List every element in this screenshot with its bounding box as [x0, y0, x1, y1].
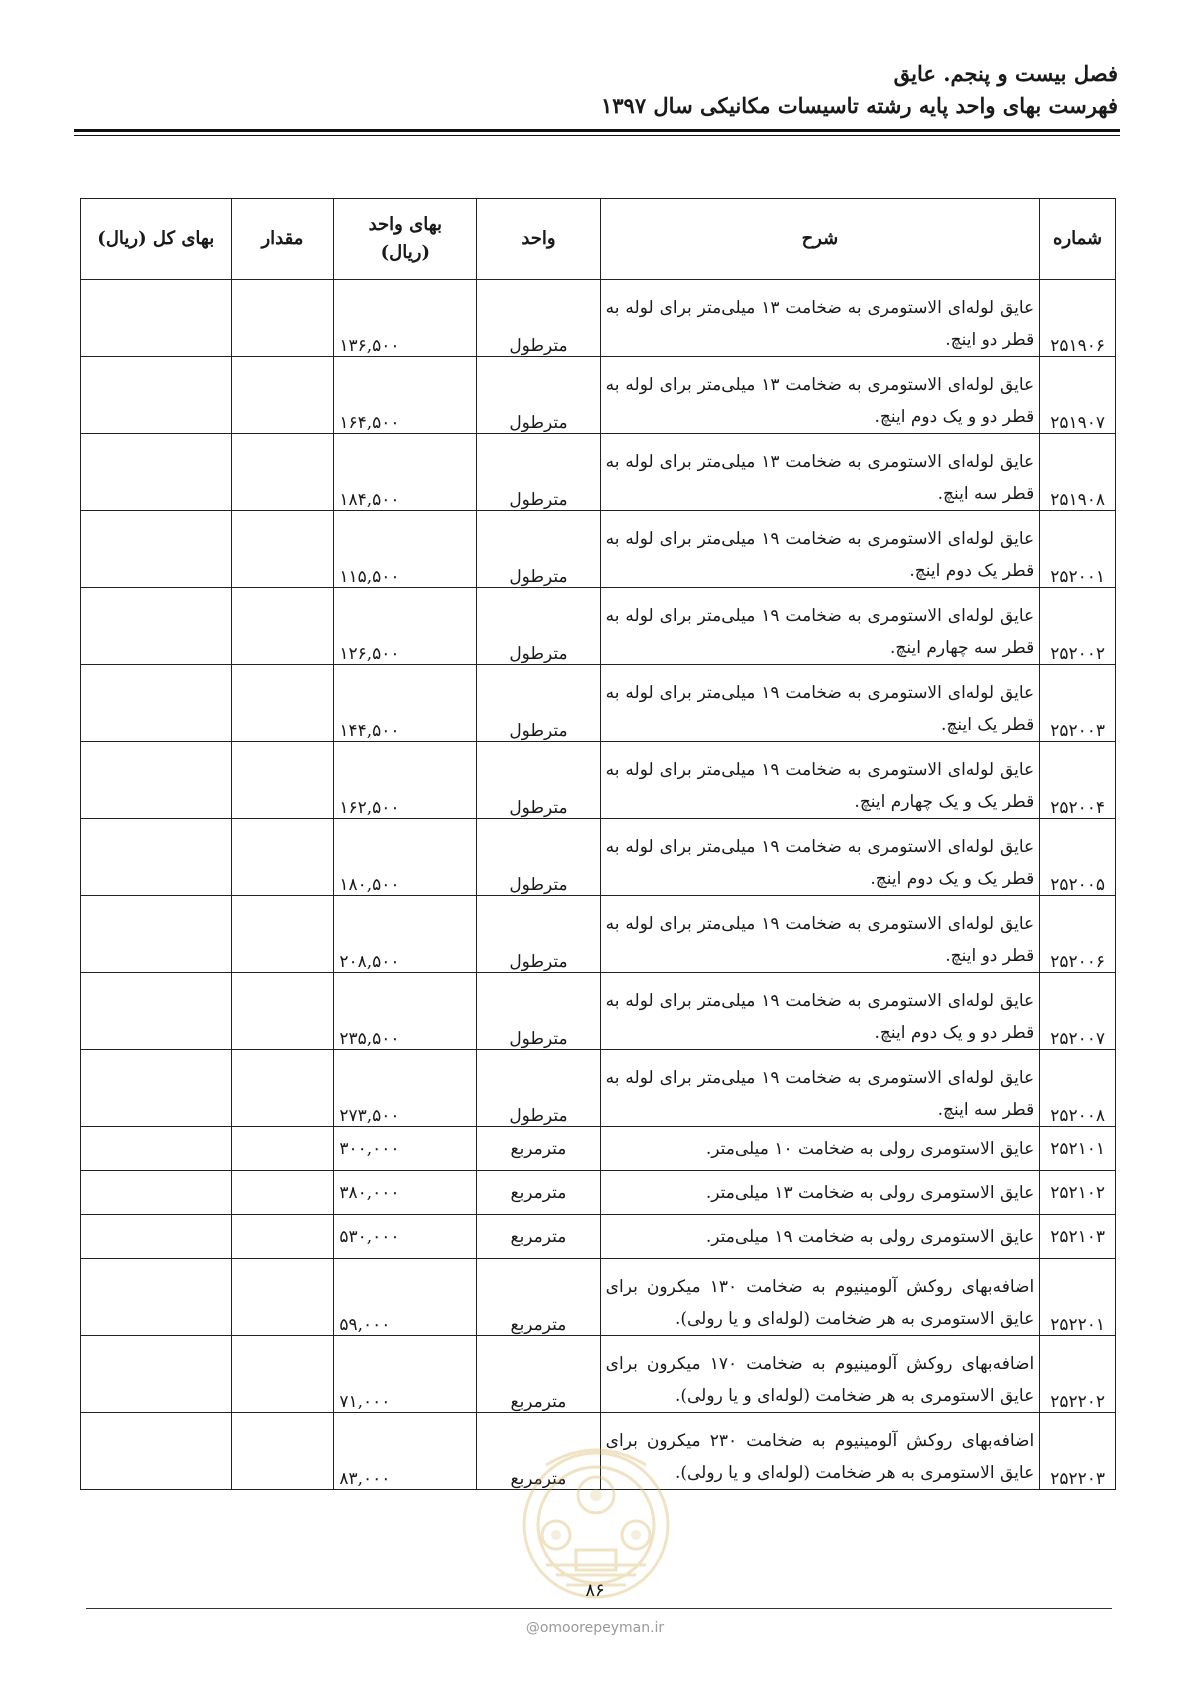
row-total	[81, 280, 232, 357]
row-description: عایق لوله‌ای الاستومری به ضخامت ۱۹ میلی‌متر برای لوله به قطر سه اینچ.	[600, 1050, 1040, 1127]
row-quantity	[231, 1050, 334, 1127]
header-description: شرح	[600, 199, 1040, 280]
row-total	[81, 1171, 232, 1215]
row-code: ۲۵۲۰۰۴	[1040, 742, 1116, 819]
row-code: ۲۵۲۰۰۷	[1040, 973, 1116, 1050]
row-quantity	[231, 1413, 334, 1490]
row-unit: مترطول	[477, 742, 600, 819]
row-unit: مترطول	[477, 588, 600, 665]
row-unit-price: ۱۸۰,۵۰۰	[334, 819, 477, 896]
table-row	[81, 1050, 1116, 1127]
row-quantity	[231, 588, 334, 665]
row-total	[81, 896, 232, 973]
table-header-row	[81, 199, 1116, 280]
row-total	[81, 1127, 232, 1171]
table-row	[81, 1215, 1116, 1259]
row-quantity	[231, 511, 334, 588]
website-watermark: @omoorepeyman.ir	[525, 1620, 665, 1636]
table-row	[81, 511, 1116, 588]
row-quantity	[231, 742, 334, 819]
page-number: ۸۶	[585, 1580, 605, 1601]
chapter-title: فصل بیست و پنجم. عایق	[893, 61, 1118, 86]
row-total	[81, 1050, 232, 1127]
row-code: ۲۵۲۲۰۱	[1040, 1259, 1116, 1336]
header-unit-price-line1: بهای واحد	[368, 214, 443, 235]
header-total-price: بهای کل (ریال)	[81, 199, 232, 280]
row-unit-price: ۱۳۶,۵۰۰	[334, 280, 477, 357]
row-quantity	[231, 1171, 334, 1215]
row-description: عایق لوله‌ای الاستومری به ضخامت ۱۹ میلی‌متر برای لوله به قطر دو اینچ.	[600, 896, 1040, 973]
row-quantity	[231, 665, 334, 742]
row-unit-price: ۲۷۳,۵۰۰	[334, 1050, 477, 1127]
row-code: ۲۵۲۰۰۳	[1040, 665, 1116, 742]
row-description: عایق لوله‌ای الاستومری به ضخامت ۱۹ میلی‌متر برای لوله به قطر یک و یک چهارم اینچ.	[600, 742, 1040, 819]
row-unit: مترطول	[477, 511, 600, 588]
footer-rule	[86, 1608, 1112, 1609]
row-quantity	[231, 434, 334, 511]
row-unit-price: ۱۴۴,۵۰۰	[334, 665, 477, 742]
row-code: ۲۵۱۹۰۸	[1040, 434, 1116, 511]
row-quantity	[231, 973, 334, 1050]
row-description: عایق الاستومری رولی به ضخامت ۱۰ میلی‌متر.	[600, 1127, 1040, 1171]
row-code: ۲۵۱۹۰۷	[1040, 357, 1116, 434]
row-unit-price: ۸۳,۰۰۰	[334, 1413, 477, 1490]
row-code: ۲۵۲۰۰۲	[1040, 588, 1116, 665]
row-code: ۲۵۲۲۰۲	[1040, 1336, 1116, 1413]
row-unit-price: ۱۱۵,۵۰۰	[334, 511, 477, 588]
table-row	[81, 973, 1116, 1050]
row-description: اضافه‌بهای روکش آلومینیوم به ضخامت ۱۷۰ میکرون برای عایق الاستومری به هر ضخامت (لوله‌ای و یا رولی).	[600, 1336, 1040, 1413]
row-total	[81, 665, 232, 742]
row-code: ۲۵۲۱۰۳	[1040, 1215, 1116, 1259]
header-unit-price-line2: (ریال)	[380, 242, 430, 263]
row-description: عایق لوله‌ای الاستومری به ضخامت ۱۳ میلی‌متر برای لوله به قطر سه اینچ.	[600, 434, 1040, 511]
row-quantity	[231, 819, 334, 896]
row-code: ۲۵۲۰۰۸	[1040, 1050, 1116, 1127]
row-description: عایق لوله‌ای الاستومری به ضخامت ۱۹ میلی‌متر برای لوله به قطر یک و یک دوم اینچ.	[600, 819, 1040, 896]
row-unit: مترمربع	[477, 1413, 600, 1490]
row-unit-price: ۳۰۰,۰۰۰	[334, 1127, 477, 1171]
table-row	[81, 1127, 1116, 1171]
row-unit-price: ۱۲۶,۵۰۰	[334, 588, 477, 665]
row-unit-price: ۲۳۵,۵۰۰	[334, 973, 477, 1050]
row-description: عایق لوله‌ای الاستومری به ضخامت ۱۹ میلی‌متر برای لوله به قطر دو و یک دوم اینچ.	[600, 973, 1040, 1050]
row-total	[81, 434, 232, 511]
row-total	[81, 357, 232, 434]
row-unit-price: ۵۳۰,۰۰۰	[334, 1215, 477, 1259]
row-quantity	[231, 896, 334, 973]
row-unit: مترطول	[477, 357, 600, 434]
row-description: عایق لوله‌ای الاستومری به ضخامت ۱۹ میلی‌متر برای لوله به قطر یک اینچ.	[600, 665, 1040, 742]
row-quantity	[231, 1127, 334, 1171]
table-row	[81, 742, 1116, 819]
page-header	[78, 58, 1118, 122]
row-code: ۲۵۲۰۰۵	[1040, 819, 1116, 896]
row-total	[81, 1215, 232, 1259]
row-code: ۲۵۲۲۰۳	[1040, 1413, 1116, 1490]
row-unit-price: ۲۰۸,۵۰۰	[334, 896, 477, 973]
table-row	[81, 357, 1116, 434]
table-row	[81, 1171, 1116, 1215]
table-row	[81, 665, 1116, 742]
table-row	[81, 434, 1116, 511]
book-title: فهرست بهای واحد پایه رشته تاسیسات مکانیکی سال ۱۳۹۷	[600, 93, 1118, 118]
row-total	[81, 973, 232, 1050]
price-list-table	[80, 198, 1116, 1490]
row-quantity	[231, 1259, 334, 1336]
row-code: ۲۵۲۱۰۱	[1040, 1127, 1116, 1171]
row-unit: مترمربع	[477, 1259, 600, 1336]
row-unit: مترطول	[477, 280, 600, 357]
row-total	[81, 588, 232, 665]
row-quantity	[231, 357, 334, 434]
row-total	[81, 1413, 232, 1490]
row-unit: مترطول	[477, 973, 600, 1050]
table-row	[81, 1259, 1116, 1336]
row-description: عایق لوله‌ای الاستومری به ضخامت ۱۳ میلی‌متر برای لوله به قطر دو اینچ.	[600, 280, 1040, 357]
row-code: ۲۵۲۱۰۲	[1040, 1171, 1116, 1215]
row-description: عایق الاستومری رولی به ضخامت ۱۳ میلی‌متر.	[600, 1171, 1040, 1215]
header-rule-thin	[74, 135, 1120, 136]
header-unit: واحد	[477, 199, 600, 280]
row-quantity	[231, 1215, 334, 1259]
row-unit: مترمربع	[477, 1336, 600, 1413]
table-row	[81, 819, 1116, 896]
row-code: ۲۵۲۰۰۶	[1040, 896, 1116, 973]
row-total	[81, 742, 232, 819]
row-unit-price: ۱۶۲,۵۰۰	[334, 742, 477, 819]
header-code: شماره	[1040, 199, 1116, 280]
row-unit: مترطول	[477, 819, 600, 896]
row-unit: مترمربع	[477, 1171, 600, 1215]
row-unit: مترطول	[477, 896, 600, 973]
header-quantity: مقدار	[231, 199, 334, 280]
row-code: ۲۵۱۹۰۶	[1040, 280, 1116, 357]
table-row	[81, 896, 1116, 973]
row-description: اضافه‌بهای روکش آلومینیوم به ضخامت ۲۳۰ میکرون برای عایق الاستومری به هر ضخامت (لوله‌ای و یا رولی).	[600, 1413, 1040, 1490]
table-row	[81, 588, 1116, 665]
row-description: عایق لوله‌ای الاستومری به ضخامت ۱۹ میلی‌متر برای لوله به قطر یک دوم اینچ.	[600, 511, 1040, 588]
row-description: عایق الاستومری رولی به ضخامت ۱۹ میلی‌متر.	[600, 1215, 1040, 1259]
row-unit: مترمربع	[477, 1127, 600, 1171]
row-unit-price: ۵۹,۰۰۰	[334, 1259, 477, 1336]
row-description: عایق لوله‌ای الاستومری به ضخامت ۱۳ میلی‌متر برای لوله به قطر دو و یک دوم اینچ.	[600, 357, 1040, 434]
header-rule-thick	[74, 129, 1120, 132]
row-unit-price: ۱۸۴,۵۰۰	[334, 434, 477, 511]
table-row	[81, 280, 1116, 357]
row-description: اضافه‌بهای روکش آلومینیوم به ضخامت ۱۳۰ میکرون برای عایق الاستومری به هر ضخامت (لوله‌ای و یا رولی).	[600, 1259, 1040, 1336]
row-unit: مترطول	[477, 434, 600, 511]
row-unit: مترطول	[477, 1050, 600, 1127]
row-unit-price: ۱۶۴,۵۰۰	[334, 357, 477, 434]
row-total	[81, 1259, 232, 1336]
row-total	[81, 1336, 232, 1413]
row-unit: مترطول	[477, 665, 600, 742]
row-total	[81, 819, 232, 896]
row-unit-price: ۷۱,۰۰۰	[334, 1336, 477, 1413]
row-unit-price: ۳۸۰,۰۰۰	[334, 1171, 477, 1215]
header-unit-price	[334, 199, 477, 280]
row-total	[81, 511, 232, 588]
row-quantity	[231, 280, 334, 357]
row-quantity	[231, 1336, 334, 1413]
row-code: ۲۵۲۰۰۱	[1040, 511, 1116, 588]
row-description: عایق لوله‌ای الاستومری به ضخامت ۱۹ میلی‌متر برای لوله به قطر سه چهارم اینچ.	[600, 588, 1040, 665]
row-unit: مترمربع	[477, 1215, 600, 1259]
table-row	[81, 1336, 1116, 1413]
